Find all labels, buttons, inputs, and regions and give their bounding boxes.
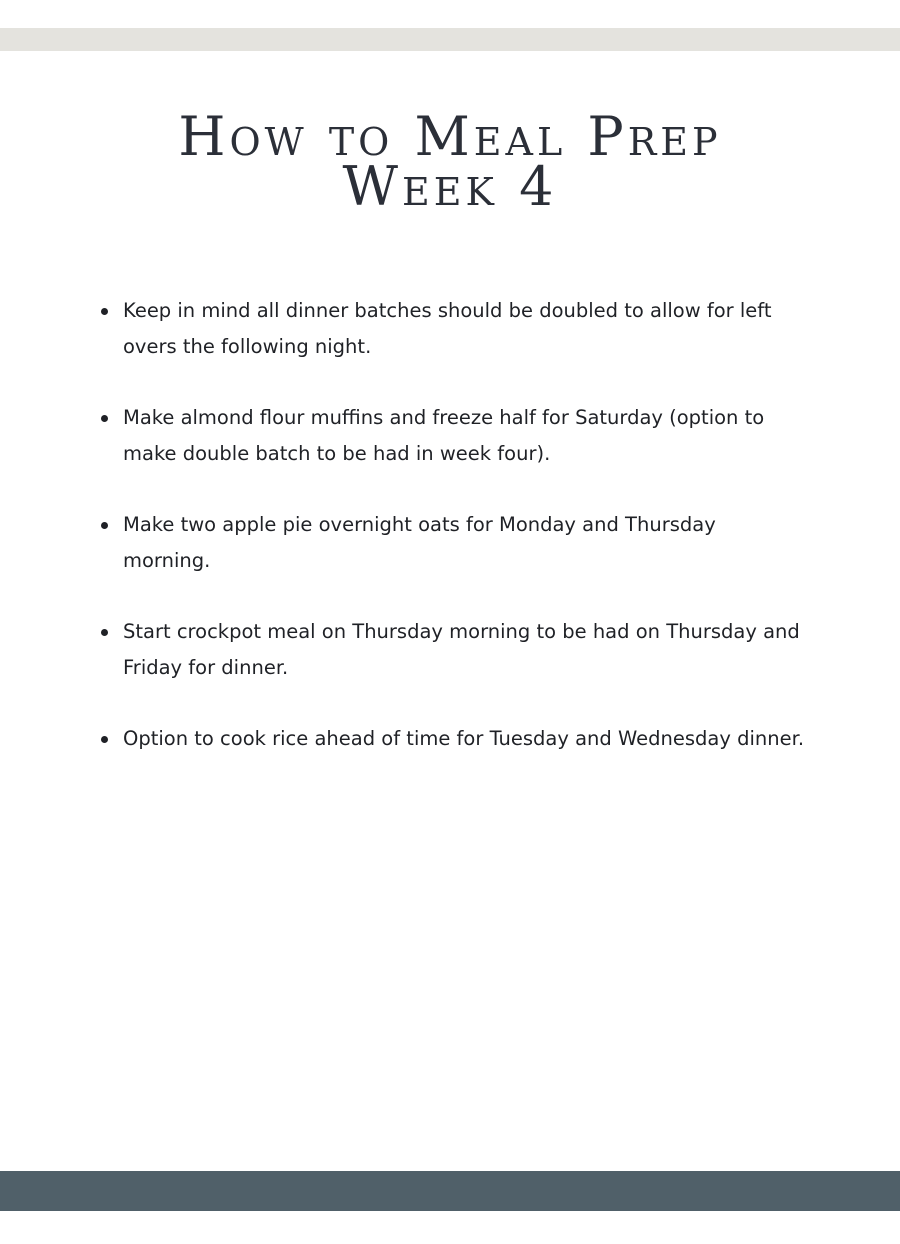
page-title xyxy=(0,105,900,218)
bullet-icon xyxy=(101,522,108,529)
top-decorative-band xyxy=(0,28,900,51)
list-item-text: Make almond flour muffins and freeze half for Saturday (option to make double batch to be had in week four). xyxy=(123,406,765,465)
list-item xyxy=(96,614,808,686)
bullet-icon xyxy=(101,629,108,636)
list-item-text: Option to cook rice ahead of time for Tuesday and Wednesday dinner. xyxy=(123,727,805,750)
bullet-icon xyxy=(101,736,108,743)
bullet-icon xyxy=(101,308,108,315)
list-item-text: Keep in mind all dinner batches should be doubled to allow for left overs the following night. xyxy=(123,299,772,358)
list-item xyxy=(96,721,808,757)
page-title-line-1: How to Meal Prep xyxy=(178,105,722,168)
bullet-icon xyxy=(101,415,108,422)
meal-prep-list xyxy=(96,293,808,792)
list-item xyxy=(96,293,808,365)
list-item-text: Start crockpot meal on Thursday morning to be had on Thursday and Friday for dinner. xyxy=(123,620,800,679)
footer-decorative-band xyxy=(0,1171,900,1211)
list-item xyxy=(96,400,808,472)
list-item xyxy=(96,507,808,579)
list-item-text: Make two apple pie overnight oats for Monday and Thursday morning. xyxy=(123,513,716,572)
page-title-line-2: Week 4 xyxy=(342,155,558,218)
